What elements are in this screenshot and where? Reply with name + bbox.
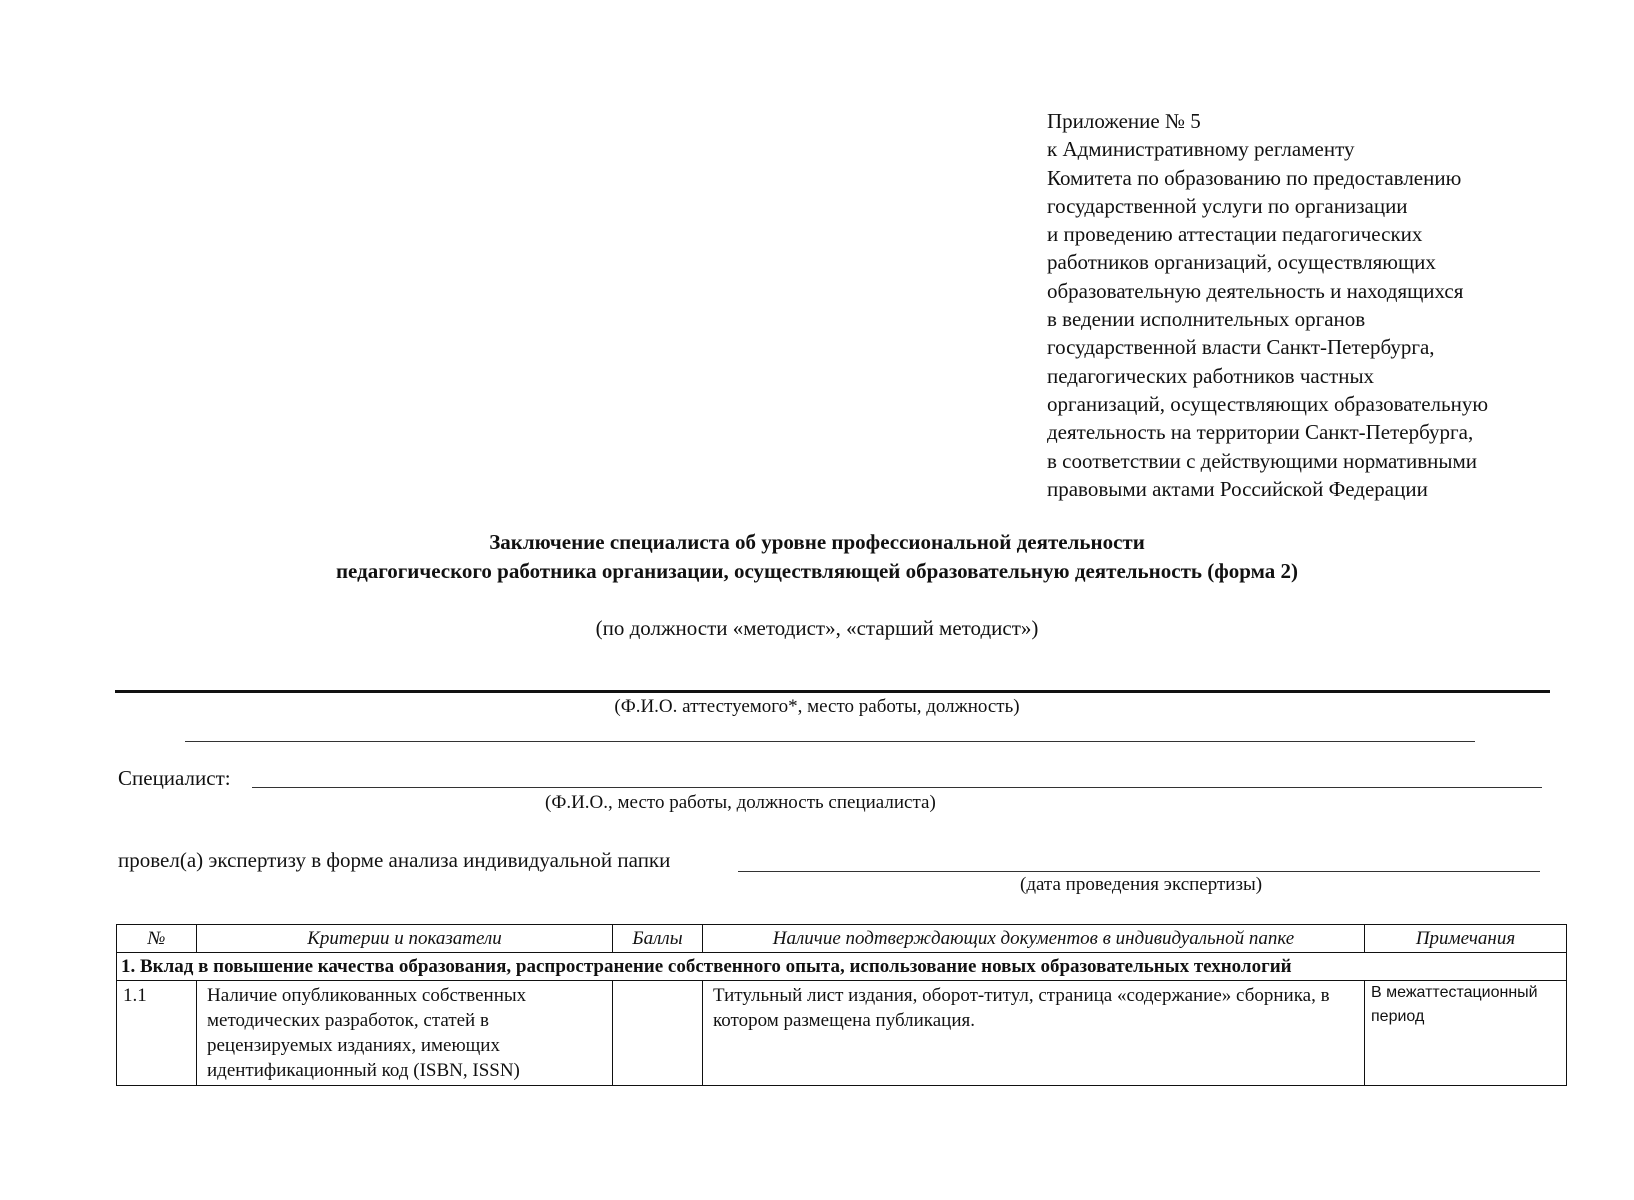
- appendix-line: в соответствии с действующими нормативными: [1047, 448, 1478, 473]
- appendix-line: государственной услуги по организации: [1047, 193, 1408, 218]
- header-criteria: Критерии и показатели: [197, 925, 613, 953]
- cell-criteria: Наличие опубликованных собственных методических разработок, статей в рецензируемых изданиях, имеющих идентификационный код (ISBN, ISSN): [197, 981, 613, 1086]
- header-documents: Наличие подтверждающих документов в индивидуальной папке: [703, 925, 1365, 953]
- appendix-line: деятельность на территории Санкт-Петербурга,: [1047, 420, 1474, 445]
- appendix-line: к Административному регламенту: [1047, 137, 1355, 162]
- cell-documents: Титульный лист издания, оборот-титул, страница «содержание» сборника, в котором размещена публикация.: [703, 981, 1365, 1086]
- position-note: (по должности «методист», «старший методист»): [595, 616, 1039, 640]
- appendix-line: педагогических работников частных: [1047, 363, 1375, 388]
- header-notes: Примечания: [1365, 925, 1567, 953]
- title-line-2: педагогического работника организации, осуществляющей образовательную деятельность (форма 2): [335, 559, 1299, 583]
- section-title: 1. Вклад в повышение качества образования, распространение собственного опыта, использование новых образовательных технологий: [117, 953, 1567, 981]
- table-header-row: [117, 925, 1567, 953]
- appendix-line: и проведению аттестации педагогических: [1047, 222, 1423, 247]
- title-line-1: Заключение специалиста об уровне профессиональной деятельности: [489, 530, 1145, 554]
- cell-notes: В межаттестационный период: [1365, 981, 1567, 1086]
- criteria-table: [116, 924, 1567, 1086]
- specialist-line: [252, 787, 1542, 788]
- cell-points[interactable]: [613, 981, 703, 1086]
- appendix-line: Приложение № 5: [1047, 109, 1201, 133]
- appendix-line: государственной власти Санкт-Петербурга,: [1047, 335, 1435, 360]
- header-num: №: [117, 925, 197, 953]
- appendix-line: Комитета по образованию по предоставлению: [1047, 165, 1462, 190]
- header-points: Баллы: [613, 925, 703, 953]
- attestee-line: [115, 690, 1550, 693]
- attestee-caption: (Ф.И.О. аттестуемого*, место работы, должность): [614, 696, 1020, 717]
- appendix-header: [1047, 107, 1607, 503]
- specialist-caption: (Ф.И.О., место работы, должность специалиста): [545, 792, 936, 813]
- appendix-line: правовыми актами Российской Федерации: [1047, 476, 1428, 501]
- cell-num: 1.1: [117, 981, 197, 1086]
- specialist-label: Специалист:: [118, 766, 231, 790]
- expertise-date-line: [738, 871, 1540, 872]
- table-row: [117, 981, 1567, 1086]
- expertise-caption: (дата проведения экспертизы): [1020, 874, 1263, 895]
- document-title: [0, 528, 1634, 586]
- table-section-row: [117, 953, 1567, 981]
- appendix-line: в ведении исполнительных органов: [1047, 307, 1366, 332]
- expertise-label: провел(а) экспертизу в форме анализа индивидуальной папки: [118, 848, 671, 872]
- appendix-line: организаций, осуществляющих образовательную: [1047, 391, 1489, 416]
- attestee-line-2: [185, 741, 1475, 742]
- appendix-line: работников организаций, осуществляющих: [1047, 250, 1436, 275]
- appendix-line: образовательную деятельность и находящихся: [1047, 278, 1464, 303]
